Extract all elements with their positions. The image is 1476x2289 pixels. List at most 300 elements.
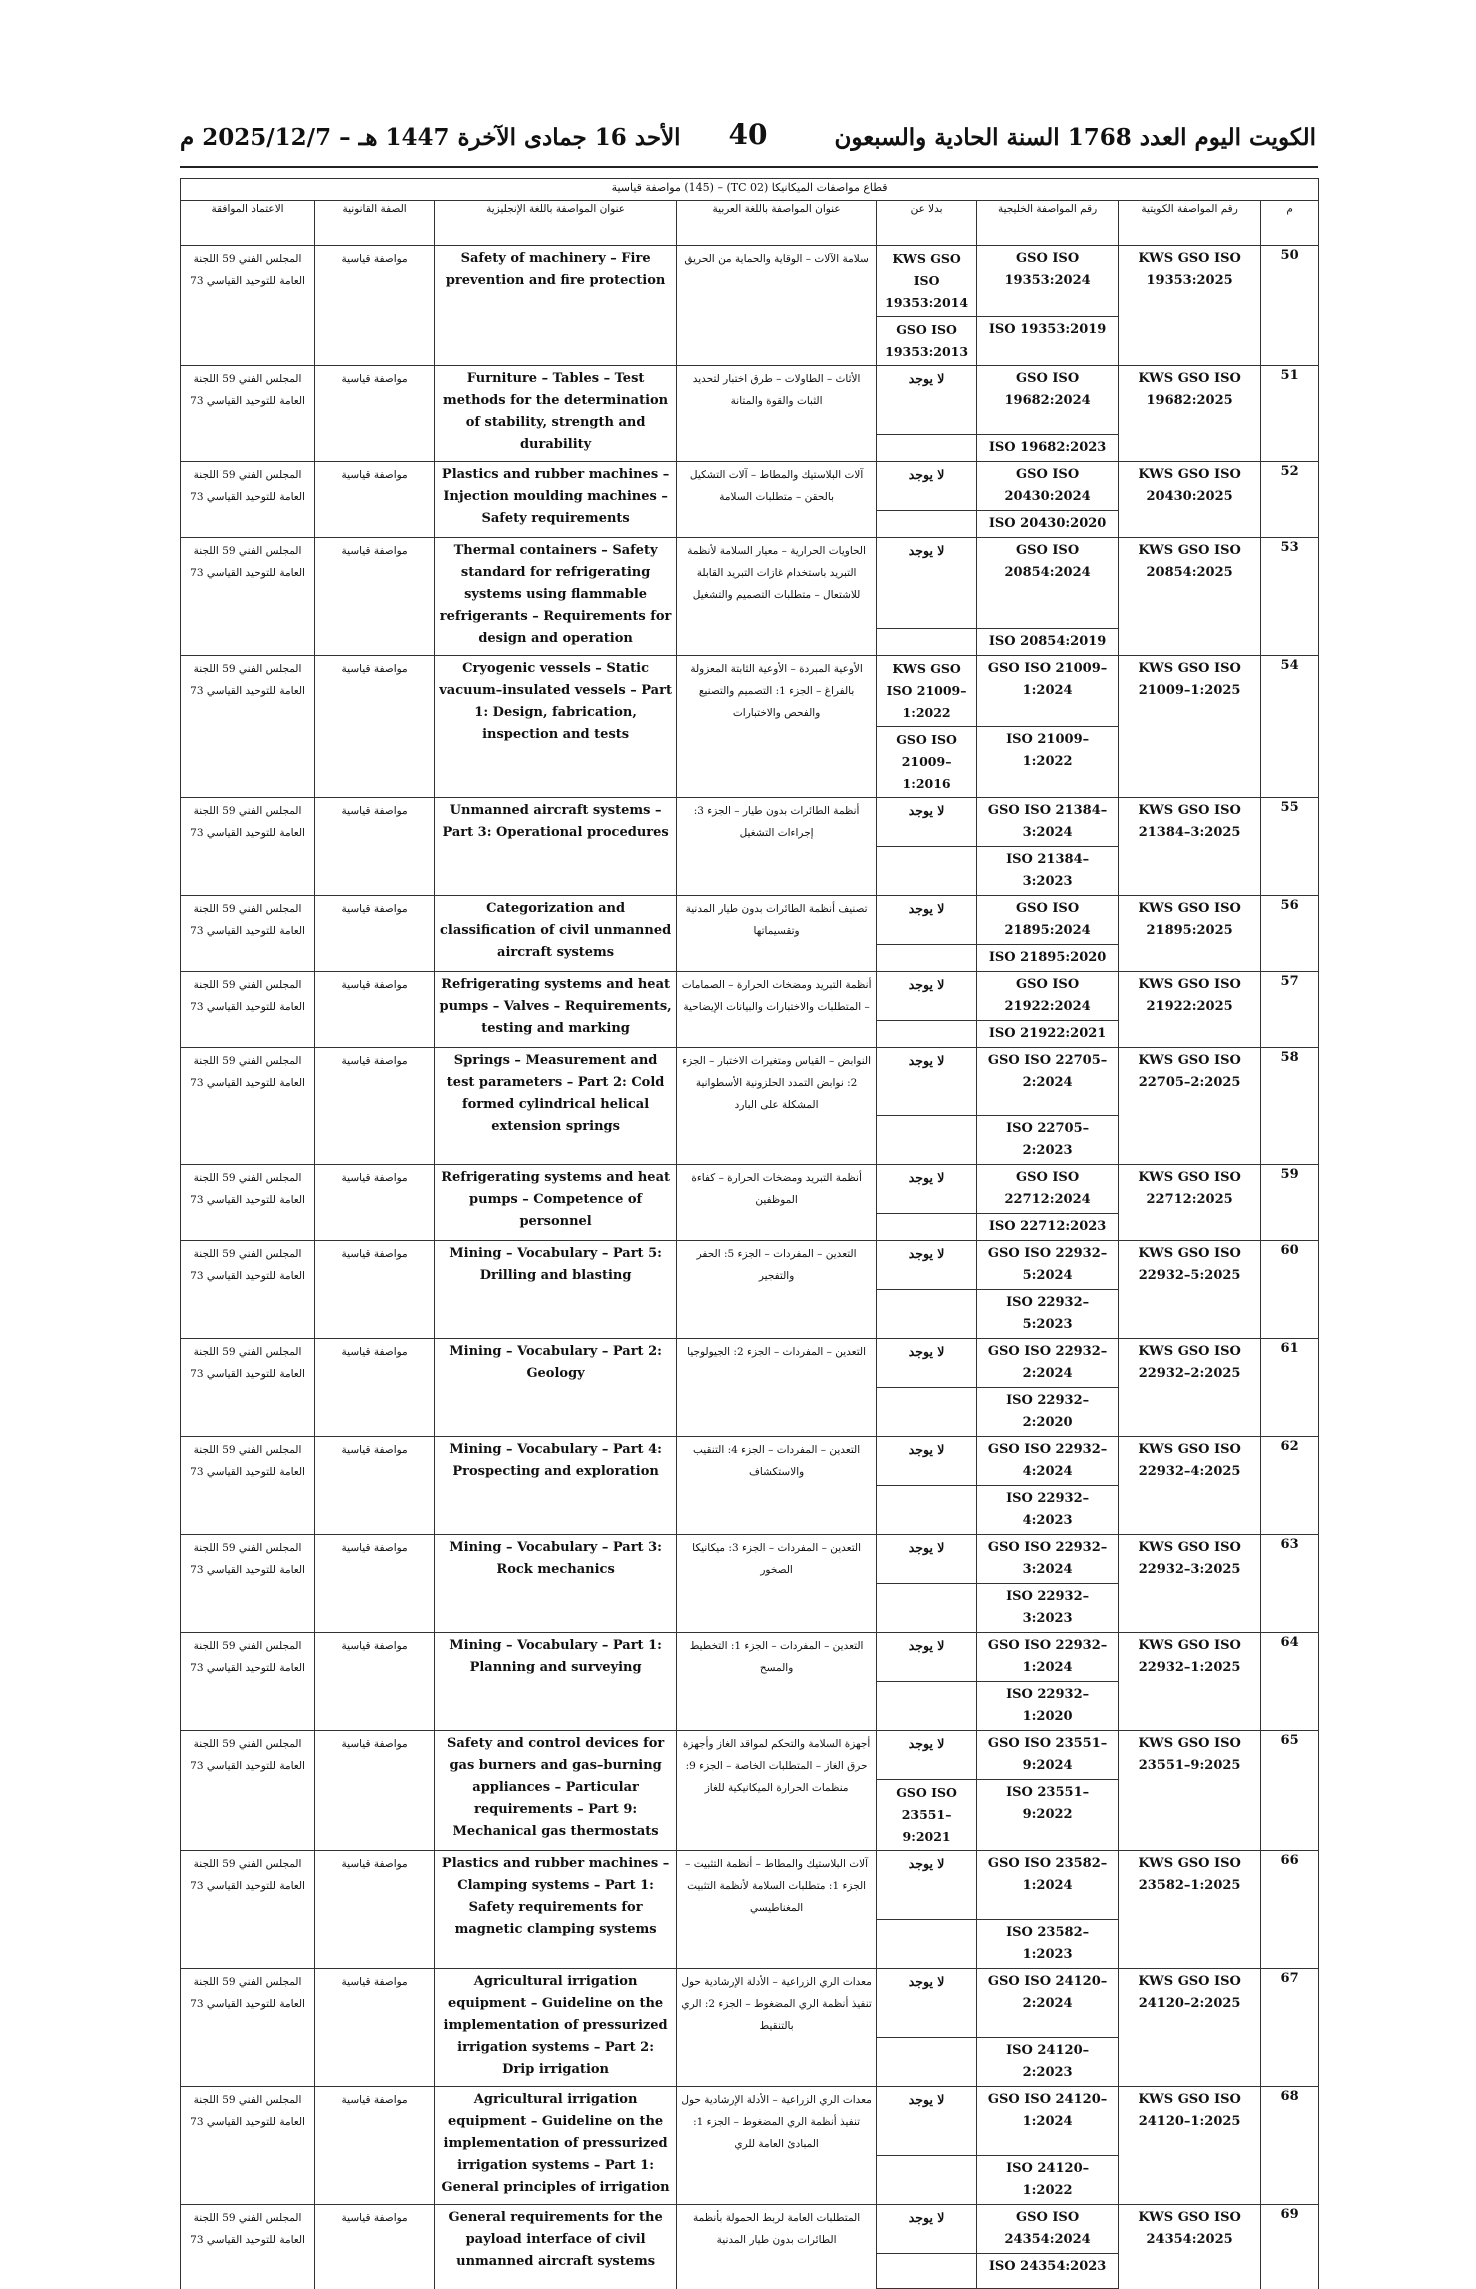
arabic-title bbox=[677, 462, 877, 538]
english-title-text: Safety of machinery – Fire prevention and fire protection bbox=[445, 251, 666, 288]
instead-of bbox=[877, 1165, 977, 1214]
arabic-title bbox=[677, 1851, 877, 1969]
gcc-number-text: GSO ISO 21922:2024 bbox=[1004, 977, 1091, 1014]
english-title bbox=[435, 1241, 677, 1339]
iso-number bbox=[977, 2254, 1119, 2289]
iso-number-text: ISO 21009–1:2022 bbox=[1006, 732, 1090, 769]
arabic-title-text: أنظمة التبريد ومضخات الحرارة – كفاءة الموظفين bbox=[691, 1172, 862, 1206]
row-number bbox=[1261, 1048, 1319, 1165]
iso-number-text: ISO 24120–2:2023 bbox=[1006, 2043, 1090, 2080]
col-no: م bbox=[1261, 201, 1319, 246]
iso-number-text: ISO 22712:2023 bbox=[988, 1219, 1107, 1234]
approval bbox=[181, 1851, 315, 1969]
instead-of-text: لا يوجد bbox=[908, 1856, 945, 1871]
kws-number bbox=[1119, 462, 1261, 538]
instead-of bbox=[877, 1633, 977, 1682]
gcc-number bbox=[977, 972, 1119, 1021]
gcc-number bbox=[977, 1851, 1119, 1920]
gcc-number bbox=[977, 1437, 1119, 1486]
legal-status-text: مواصفة قياسية bbox=[341, 1542, 408, 1554]
iso-number bbox=[977, 1214, 1119, 1241]
instead-of-text: KWS GSO ISO 19353:2014 bbox=[885, 251, 969, 310]
approval-text: المجلس الفني 59 اللجنة العامة للتوحيد القياسي 73 bbox=[190, 1055, 305, 1089]
iso-number-text: ISO 20430:2020 bbox=[988, 516, 1107, 531]
kws-number-text: KWS GSO ISO 22705–2:2025 bbox=[1138, 1053, 1241, 1090]
kws-number-text: KWS GSO ISO 24120–2:2025 bbox=[1138, 1974, 1241, 2011]
instead-of-secondary bbox=[877, 1290, 977, 1339]
instead-of-secondary-text: GSO ISO 21009–1:2016 bbox=[896, 732, 957, 791]
kws-number-text: KWS GSO ISO 22932–3:2025 bbox=[1138, 1540, 1241, 1577]
instead-of bbox=[877, 462, 977, 511]
english-title-text: Mining – Vocabulary – Part 3: Rock mechanics bbox=[449, 1540, 662, 1577]
approval-text: المجلس الفني 59 اللجنة العامة للتوحيد القياسي 73 bbox=[190, 469, 305, 503]
arabic-title-text: آلات البلاستيك والمطاط – أنظمة التثبيت – الجزء 1: متطلبات السلامة لأنظمة التثبيت المغناطيسي bbox=[685, 1858, 869, 1914]
instead-of-text: لا يوجد bbox=[908, 1540, 945, 1555]
approval bbox=[181, 1048, 315, 1165]
row-number bbox=[1261, 1437, 1319, 1535]
legal-status bbox=[315, 1165, 435, 1241]
approval bbox=[181, 1339, 315, 1437]
iso-number bbox=[977, 1486, 1119, 1535]
col-status: الصفة القانونية bbox=[315, 201, 435, 246]
english-title-text: Thermal containers – Safety standard for refrigerating systems using flammable refrigerants – Requirements for design and operation bbox=[439, 543, 672, 646]
approval bbox=[181, 1731, 315, 1851]
instead-of-text: لا يوجد bbox=[908, 1170, 945, 1185]
column-headers bbox=[181, 201, 1319, 246]
instead-of-secondary bbox=[877, 1920, 977, 1969]
approval-text: المجلس الفني 59 اللجنة العامة للتوحيد القياسي 73 bbox=[190, 253, 305, 287]
iso-number-text: ISO 21895:2020 bbox=[988, 950, 1107, 965]
iso-number-text: ISO 22932–3:2023 bbox=[1006, 1589, 1090, 1626]
iso-number-text: ISO 22932–5:2023 bbox=[1006, 1295, 1090, 1332]
arabic-title bbox=[677, 1437, 877, 1535]
row-number-text: 68 bbox=[1280, 2089, 1299, 2104]
row-number-text: 60 bbox=[1280, 1243, 1299, 1258]
kws-number bbox=[1119, 1535, 1261, 1633]
standards-table bbox=[180, 178, 1319, 2289]
legal-status bbox=[315, 1437, 435, 1535]
table-row bbox=[181, 2205, 1319, 2254]
row-number bbox=[1261, 462, 1319, 538]
kws-number-text: KWS GSO ISO 21384–3:2025 bbox=[1138, 803, 1241, 840]
kws-number bbox=[1119, 1969, 1261, 2087]
page-header bbox=[180, 118, 1316, 158]
arabic-title bbox=[677, 1633, 877, 1731]
gcc-number-text: GSO ISO 19682:2024 bbox=[1004, 371, 1091, 408]
arabic-title-text: معدات الري الزراعية – الأدلة الإرشادية حول تنفيذ أنظمة الري المضغوط – الجزء 2: الري بالتنقيط bbox=[681, 1976, 872, 2032]
kws-number bbox=[1119, 1339, 1261, 1437]
instead-of bbox=[877, 1437, 977, 1486]
legal-status bbox=[315, 1048, 435, 1165]
approval bbox=[181, 246, 315, 366]
iso-number-text: ISO 21384–3:2023 bbox=[1006, 852, 1090, 889]
legal-status-text: مواصفة قياسية bbox=[341, 2212, 408, 2224]
row-number bbox=[1261, 1731, 1319, 1851]
english-title-text: Mining – Vocabulary – Part 2: Geology bbox=[449, 1344, 662, 1381]
gcc-number-text: GSO ISO 23551–9:2024 bbox=[987, 1736, 1108, 1773]
arabic-title-text: سلامة الآلات – الوقاية والحماية من الحريق bbox=[684, 253, 869, 265]
english-title bbox=[435, 972, 677, 1048]
table-row bbox=[181, 1437, 1319, 1486]
arabic-title-text: الأثاث – الطاولات – طرق اختبار لتحديد الثبات والقوة والمتانة bbox=[692, 373, 861, 407]
header-issue: الكويت اليوم العدد 1768 السنة الحادية والسبعون bbox=[834, 124, 1316, 151]
col-approval: الاعتماد الموافقة bbox=[181, 201, 315, 246]
instead-of-secondary bbox=[877, 1486, 977, 1535]
instead-of-secondary bbox=[877, 1682, 977, 1731]
english-title-text: Refrigerating systems and heat pumps – Valves – Requirements, testing and marking bbox=[439, 977, 672, 1036]
iso-number bbox=[977, 1388, 1119, 1437]
legal-status-text: مواصفة قياسية bbox=[341, 1858, 408, 1870]
row-number-text: 63 bbox=[1280, 1537, 1299, 1552]
row-number-text: 61 bbox=[1280, 1341, 1299, 1356]
iso-number bbox=[977, 1116, 1119, 1165]
row-number-text: 65 bbox=[1280, 1733, 1299, 1748]
row-number-text: 50 bbox=[1280, 248, 1299, 263]
arabic-title bbox=[677, 1048, 877, 1165]
legal-status-text: مواصفة قياسية bbox=[341, 253, 408, 265]
approval bbox=[181, 972, 315, 1048]
arabic-title-text: أنظمة التبريد ومضخات الحرارة – الصمامات – المتطلبات والاختبارات والبيانات الإيضاحية bbox=[681, 979, 872, 1013]
iso-number bbox=[977, 847, 1119, 896]
arabic-title bbox=[677, 1165, 877, 1241]
english-title-text: Plastics and rubber machines – Injection moulding machines – Safety requirements bbox=[441, 467, 670, 526]
row-number bbox=[1261, 1165, 1319, 1241]
instead-of-text: KWS GSO ISO 21009–1:2022 bbox=[886, 661, 967, 720]
arabic-title-text: التعدين – المفردات – الجزء 1: التخطيط والمسح bbox=[689, 1640, 864, 1674]
instead-of-text: لا يوجد bbox=[908, 803, 945, 818]
iso-number bbox=[977, 1682, 1119, 1731]
approval-text: المجلس الفني 59 اللجنة العامة للتوحيد القياسي 73 bbox=[190, 979, 305, 1013]
iso-number-text: ISO 22932–4:2023 bbox=[1006, 1491, 1090, 1528]
gcc-number-text: GSO ISO 24120–1:2024 bbox=[987, 2092, 1108, 2129]
kws-number-text: KWS GSO ISO 24120–1:2025 bbox=[1138, 2092, 1241, 2129]
english-title-text: Agricultural irrigation equipment – Guideline on the implementation of pressurized irrigation systems – Part 1: General principles of irrigation bbox=[441, 2092, 670, 2195]
col-gcc: رقم المواصفة الخليجية bbox=[977, 201, 1119, 246]
row-number-text: 51 bbox=[1280, 368, 1299, 383]
legal-status-text: مواصفة قياسية bbox=[341, 1640, 408, 1652]
row-number bbox=[1261, 1535, 1319, 1633]
table-row bbox=[181, 246, 1319, 317]
legal-status-text: مواصفة قياسية bbox=[341, 2094, 408, 2106]
table-row bbox=[181, 656, 1319, 727]
gcc-number-text: GSO ISO 22932–4:2024 bbox=[987, 1442, 1108, 1479]
approval bbox=[181, 798, 315, 896]
table-row bbox=[181, 972, 1319, 1021]
arabic-title-text: أنظمة الطائرات بدون طيار – الجزء 3: إجراءات التشغيل bbox=[693, 805, 860, 839]
kws-number-text: KWS GSO ISO 22712:2025 bbox=[1138, 1170, 1241, 1207]
header-date: الأحد 16 جمادى الآخرة 1447 هـ – 2025/12/7 م bbox=[180, 124, 681, 151]
arabic-title bbox=[677, 538, 877, 656]
approval-text: المجلس الفني 59 اللجنة العامة للتوحيد القياسي 73 bbox=[190, 805, 305, 839]
instead-of-text: لا يوجد bbox=[908, 1974, 945, 1989]
gcc-number bbox=[977, 462, 1119, 511]
english-title bbox=[435, 1731, 677, 1851]
instead-of bbox=[877, 2087, 977, 2156]
row-number-text: 59 bbox=[1280, 1167, 1299, 1182]
instead-of-text: لا يوجد bbox=[908, 2210, 945, 2225]
row-number-text: 55 bbox=[1280, 800, 1299, 815]
approval bbox=[181, 462, 315, 538]
kws-number-text: KWS GSO ISO 22932–2:2025 bbox=[1138, 1344, 1241, 1381]
gcc-number-text: GSO ISO 24120–2:2024 bbox=[987, 1974, 1108, 2011]
iso-number bbox=[977, 945, 1119, 972]
instead-of bbox=[877, 538, 977, 629]
legal-status-text: مواصفة قياسية bbox=[341, 903, 408, 915]
gcc-number bbox=[977, 798, 1119, 847]
english-title bbox=[435, 1851, 677, 1969]
legal-status bbox=[315, 972, 435, 1048]
row-number-text: 57 bbox=[1280, 974, 1299, 989]
table-row bbox=[181, 1633, 1319, 1682]
table-row bbox=[181, 1165, 1319, 1214]
iso-number bbox=[977, 435, 1119, 462]
gcc-number-text: GSO ISO 22932–5:2024 bbox=[987, 1246, 1108, 1283]
gcc-number-text: GSO ISO 20854:2024 bbox=[1004, 543, 1091, 580]
legal-status-text: مواصفة قياسية bbox=[341, 1055, 408, 1067]
instead-of-secondary bbox=[877, 2254, 977, 2289]
kws-number bbox=[1119, 656, 1261, 798]
legal-status-text: مواصفة قياسية bbox=[341, 1172, 408, 1184]
arabic-title-text: التعدين – المفردات – الجزء 4: التنقيب والاستكشاف bbox=[693, 1444, 861, 1478]
arabic-title bbox=[677, 1535, 877, 1633]
instead-of-secondary bbox=[877, 1214, 977, 1241]
kws-number-text: KWS GSO ISO 22932–5:2025 bbox=[1138, 1246, 1241, 1283]
arabic-title bbox=[677, 1339, 877, 1437]
iso-number bbox=[977, 317, 1119, 366]
kws-number bbox=[1119, 2205, 1261, 2289]
english-title bbox=[435, 366, 677, 462]
kws-number bbox=[1119, 896, 1261, 972]
instead-of-secondary bbox=[877, 435, 977, 462]
arabic-title-text: النوابض – القياس ومتغيرات الاختبار – الجزء 2: نوابض التمدد الحلزونية الأسطوانية المشكلة على البارد bbox=[682, 1055, 872, 1111]
arabic-title bbox=[677, 896, 877, 972]
instead-of bbox=[877, 1535, 977, 1584]
arabic-title bbox=[677, 2087, 877, 2205]
row-number bbox=[1261, 2087, 1319, 2205]
approval bbox=[181, 538, 315, 656]
english-title-text: Furniture – Tables – Test methods for the determination of stability, strength and durability bbox=[443, 371, 669, 452]
arabic-title bbox=[677, 1241, 877, 1339]
arabic-title bbox=[677, 656, 877, 798]
legal-status bbox=[315, 656, 435, 798]
instead-of bbox=[877, 1339, 977, 1388]
col-en-title: عنوان المواصفة باللغة الإنجليزية bbox=[435, 201, 677, 246]
instead-of bbox=[877, 366, 977, 435]
legal-status bbox=[315, 246, 435, 366]
kws-number bbox=[1119, 1165, 1261, 1241]
kws-number-text: KWS GSO ISO 20430:2025 bbox=[1138, 467, 1241, 504]
arabic-title-text: آلات البلاستيك والمطاط – آلات التشكيل بالحقن – متطلبات السلامة bbox=[689, 469, 864, 503]
row-number bbox=[1261, 798, 1319, 896]
gcc-number bbox=[977, 656, 1119, 727]
legal-status bbox=[315, 2205, 435, 2289]
row-number-text: 66 bbox=[1280, 1853, 1299, 1868]
instead-of-secondary bbox=[877, 317, 977, 366]
iso-number-text: ISO 23582–1:2023 bbox=[1006, 1925, 1090, 1962]
kws-number bbox=[1119, 246, 1261, 366]
table-row bbox=[181, 1731, 1319, 1780]
row-number bbox=[1261, 896, 1319, 972]
iso-number bbox=[977, 1780, 1119, 1851]
legal-status-text: مواصفة قياسية bbox=[341, 1248, 408, 1260]
instead-of-secondary bbox=[877, 1584, 977, 1633]
gcc-number bbox=[977, 1165, 1119, 1214]
instead-of-text: لا يوجد bbox=[908, 977, 945, 992]
instead-of-text: لا يوجد bbox=[908, 467, 945, 482]
instead-of bbox=[877, 1241, 977, 1290]
legal-status-text: مواصفة قياسية bbox=[341, 979, 408, 991]
instead-of-secondary bbox=[877, 1021, 977, 1048]
row-number bbox=[1261, 972, 1319, 1048]
gcc-number-text: GSO ISO 22932–2:2024 bbox=[987, 1344, 1108, 1381]
table-row bbox=[181, 1535, 1319, 1584]
english-title bbox=[435, 1633, 677, 1731]
legal-status-text: مواصفة قياسية bbox=[341, 545, 408, 557]
iso-number bbox=[977, 727, 1119, 798]
table-row bbox=[181, 2087, 1319, 2156]
instead-of bbox=[877, 798, 977, 847]
approval bbox=[181, 896, 315, 972]
kws-number-text: KWS GSO ISO 22932–1:2025 bbox=[1138, 1638, 1241, 1675]
approval-text: المجلس الفني 59 اللجنة العامة للتوحيد القياسي 73 bbox=[190, 1444, 305, 1478]
gcc-number bbox=[977, 1241, 1119, 1290]
table-row bbox=[181, 1241, 1319, 1290]
kws-number bbox=[1119, 1851, 1261, 1969]
iso-number-text: ISO 22705–2:2023 bbox=[1006, 1121, 1090, 1158]
sector-title: قطاع مواصفات الميكانيكا (TC 02) – (145) مواصفة قياسية bbox=[181, 179, 1319, 201]
instead-of bbox=[877, 972, 977, 1021]
arabic-title bbox=[677, 972, 877, 1048]
legal-status-text: مواصفة قياسية bbox=[341, 663, 408, 675]
iso-number-text: ISO 21922:2021 bbox=[988, 1026, 1107, 1041]
iso-number bbox=[977, 629, 1119, 656]
iso-number bbox=[977, 1290, 1119, 1339]
english-title-text: Plastics and rubber machines – Clamping systems – Part 1: Safety requirements for magnetic clamping systems bbox=[441, 1856, 670, 1937]
gcc-number-text: GSO ISO 22932–1:2024 bbox=[987, 1638, 1108, 1675]
arabic-title bbox=[677, 366, 877, 462]
instead-of bbox=[877, 1048, 977, 1116]
gcc-number-text: GSO ISO 20430:2024 bbox=[1004, 467, 1091, 504]
kws-number bbox=[1119, 1048, 1261, 1165]
row-number bbox=[1261, 246, 1319, 366]
kws-number bbox=[1119, 972, 1261, 1048]
english-title bbox=[435, 1165, 677, 1241]
gcc-number-text: GSO ISO 24354:2024 bbox=[1004, 2210, 1091, 2247]
col-kws: رقم المواصفة الكويتية bbox=[1119, 201, 1261, 246]
legal-status bbox=[315, 1731, 435, 1851]
table-row bbox=[181, 538, 1319, 629]
legal-status-text: مواصفة قياسية bbox=[341, 1444, 408, 1456]
english-title bbox=[435, 1339, 677, 1437]
approval-text: المجلس الفني 59 اللجنة العامة للتوحيد القياسي 73 bbox=[190, 1738, 305, 1772]
arabic-title-text: التعدين – المفردات – الجزء 5: الحفر والتفجير bbox=[696, 1248, 857, 1282]
instead-of-text: لا يوجد bbox=[908, 2092, 945, 2107]
table-row bbox=[181, 462, 1319, 511]
kws-number-text: KWS GSO ISO 22932–4:2025 bbox=[1138, 1442, 1241, 1479]
legal-status-text: مواصفة قياسية bbox=[341, 1976, 408, 1988]
instead-of bbox=[877, 1969, 977, 2038]
english-title bbox=[435, 656, 677, 798]
iso-number bbox=[977, 2156, 1119, 2205]
english-title bbox=[435, 1437, 677, 1535]
instead-of-text: لا يوجد bbox=[908, 1053, 945, 1068]
legal-status bbox=[315, 1241, 435, 1339]
table-row bbox=[181, 896, 1319, 945]
instead-of-text: لا يوجد bbox=[908, 901, 945, 916]
row-number bbox=[1261, 538, 1319, 656]
arabic-title-text: تصنيف أنظمة الطائرات بدون طيار المدنية وتقسيماتها bbox=[685, 903, 868, 937]
legal-status bbox=[315, 366, 435, 462]
instead-of-text: لا يوجد bbox=[908, 1736, 945, 1751]
kws-number-text: KWS GSO ISO 21922:2025 bbox=[1138, 977, 1241, 1014]
instead-of-secondary bbox=[877, 629, 977, 656]
arabic-title-text: معدات الري الزراعية – الأدلة الإرشادية حول تنفيذ أنظمة الري المضغوط – الجزء 1: المبادئ العامة للري bbox=[681, 2094, 872, 2150]
instead-of-text: لا يوجد bbox=[908, 371, 945, 386]
english-title-text: Safety and control devices for gas burners and gas–burning appliances – Particular requirements – Part 9: Mechanical gas thermostats bbox=[446, 1736, 665, 1839]
kws-number bbox=[1119, 2087, 1261, 2205]
iso-number-text: ISO 24354:2023 bbox=[988, 2259, 1107, 2274]
row-number bbox=[1261, 2205, 1319, 2289]
gcc-number bbox=[977, 1969, 1119, 2038]
gcc-number bbox=[977, 1048, 1119, 1116]
col-ar-title: عنوان المواصفة باللغة العربية bbox=[677, 201, 877, 246]
legal-status bbox=[315, 538, 435, 656]
iso-number bbox=[977, 511, 1119, 538]
row-number bbox=[1261, 1969, 1319, 2087]
english-title bbox=[435, 798, 677, 896]
legal-status bbox=[315, 798, 435, 896]
instead-of-text: لا يوجد bbox=[908, 1638, 945, 1653]
approval-text: المجلس الفني 59 اللجنة العامة للتوحيد القياسي 73 bbox=[190, 2094, 305, 2128]
gcc-number bbox=[977, 1633, 1119, 1682]
kws-number-text: KWS GSO ISO 23551–9:2025 bbox=[1138, 1736, 1241, 1773]
kws-number-text: KWS GSO ISO 20854:2025 bbox=[1138, 543, 1241, 580]
row-number-text: 56 bbox=[1280, 898, 1299, 913]
instead-of-secondary bbox=[877, 1388, 977, 1437]
row-number bbox=[1261, 1851, 1319, 1969]
english-title bbox=[435, 246, 677, 366]
instead-of bbox=[877, 2205, 977, 2254]
approval-text: المجلس الفني 59 اللجنة العامة للتوحيد القياسي 73 bbox=[190, 373, 305, 407]
legal-status bbox=[315, 2087, 435, 2205]
approval-text: المجلس الفني 59 اللجنة العامة للتوحيد القياسي 73 bbox=[190, 1172, 305, 1206]
iso-number-text: ISO 22932–1:2020 bbox=[1006, 1687, 1090, 1724]
gcc-number bbox=[977, 2087, 1119, 2156]
iso-number-text: ISO 19353:2019 bbox=[988, 322, 1107, 337]
approval-text: المجلس الفني 59 اللجنة العامة للتوحيد القياسي 73 bbox=[190, 1248, 305, 1282]
kws-number bbox=[1119, 538, 1261, 656]
legal-status bbox=[315, 462, 435, 538]
arabic-title-text: الأوعية المبردة – الأوعية الثابتة المعزولة بالفراغ – الجزء 1: التصميم والتصنيع والفحص والاختبارات bbox=[690, 663, 863, 719]
approval bbox=[181, 2205, 315, 2289]
kws-number-text: KWS GSO ISO 24354:2025 bbox=[1138, 2210, 1241, 2247]
iso-number-text: ISO 20854:2019 bbox=[988, 634, 1107, 649]
approval-text: المجلس الفني 59 اللجنة العامة للتوحيد القياسي 73 bbox=[190, 545, 305, 579]
table-row bbox=[181, 1851, 1319, 1920]
iso-number-text: ISO 22932–2:2020 bbox=[1006, 1393, 1090, 1430]
arabic-title bbox=[677, 798, 877, 896]
approval-text: المجلس الفني 59 اللجنة العامة للتوحيد القياسي 73 bbox=[190, 1976, 305, 2010]
legal-status bbox=[315, 1633, 435, 1731]
instead-of-secondary-text: GSO ISO 19353:2013 bbox=[885, 322, 969, 359]
gcc-number-text: GSO ISO 22705–2:2024 bbox=[987, 1053, 1108, 1090]
english-title-text: Agricultural irrigation equipment – Guideline on the implementation of pressurized irrigation systems – Part 2: Drip irrigation bbox=[443, 1974, 668, 2077]
arabic-title bbox=[677, 2205, 877, 2289]
english-title bbox=[435, 896, 677, 972]
kws-number bbox=[1119, 1731, 1261, 1851]
kws-number bbox=[1119, 366, 1261, 462]
gcc-number bbox=[977, 366, 1119, 435]
